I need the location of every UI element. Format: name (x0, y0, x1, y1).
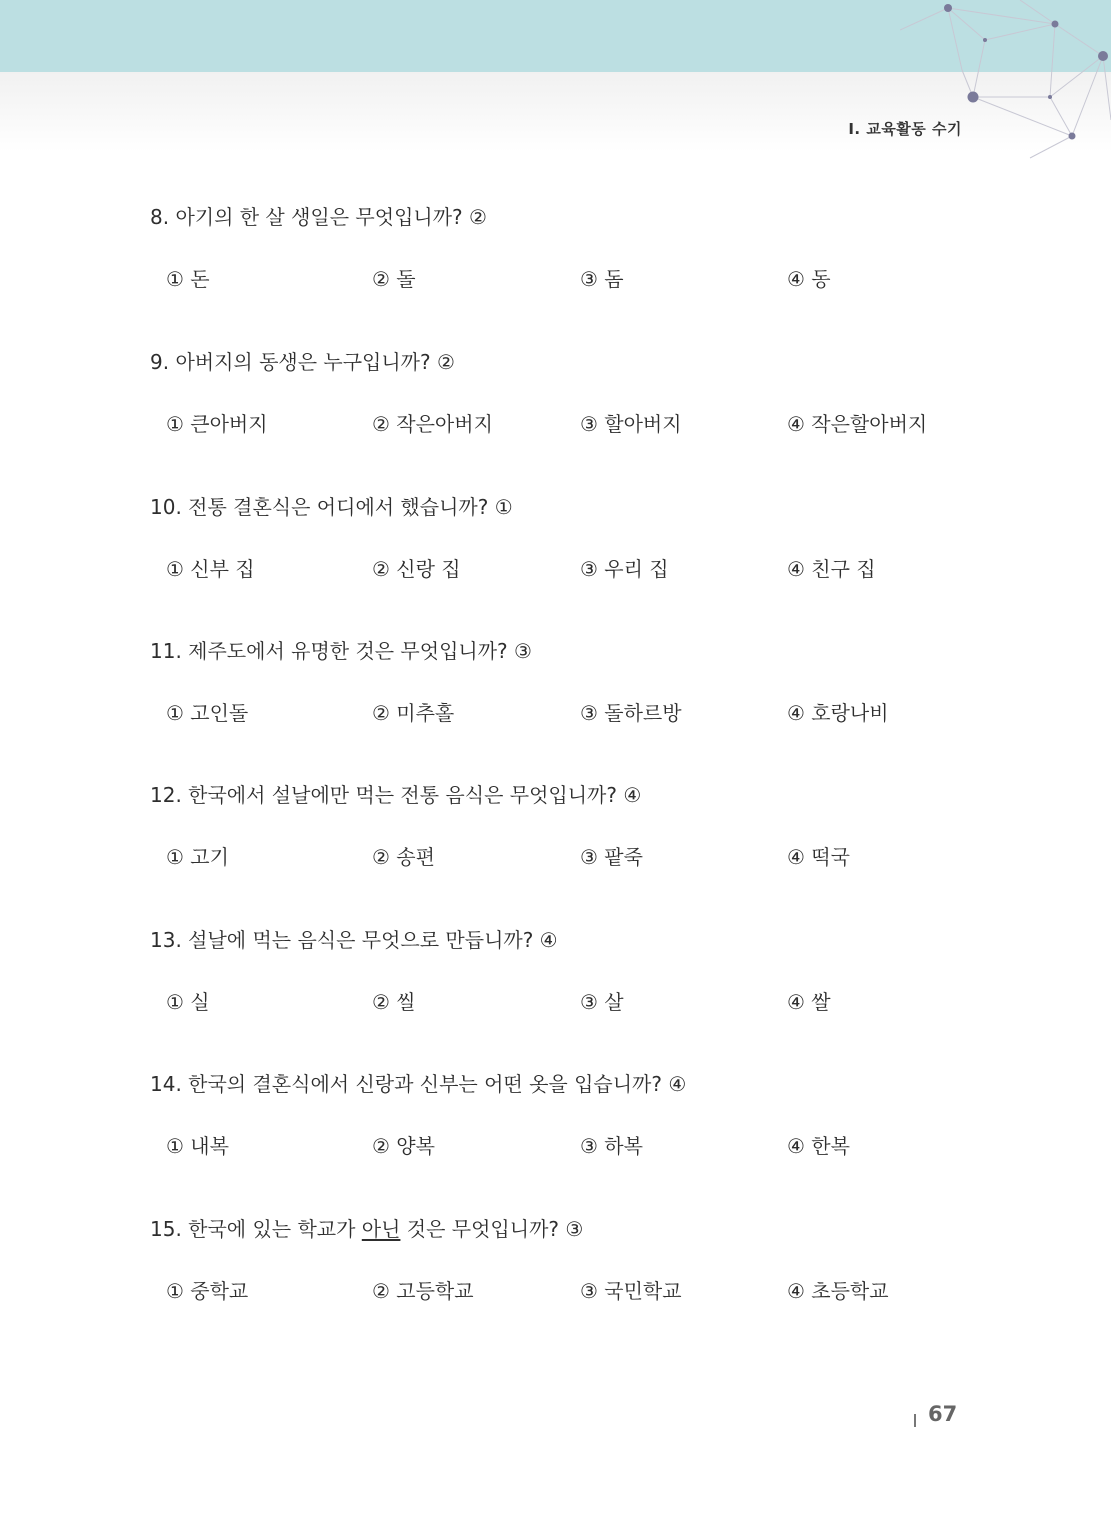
option-1: ① 실 (166, 990, 210, 1014)
option-1: ① 고인돌 (166, 701, 249, 725)
question-14 (150, 1069, 970, 1213)
question-text: 12. 한국에서 설날에만 먹는 전통 음식은 무엇입니까? ④ (150, 783, 642, 807)
question-12 (150, 780, 970, 924)
option-2: ② 작은아버지 (372, 412, 493, 436)
question-9 (150, 347, 970, 491)
question-11 (150, 636, 970, 780)
option-1: ① 내복 (166, 1134, 229, 1158)
option-4: ④ 호랑나비 (787, 701, 889, 725)
option-2: ② 씰 (372, 990, 416, 1014)
page-number-divider (914, 1414, 916, 1427)
option-2: ② 송편 (372, 845, 435, 869)
question-text: 9. 아버지의 동생은 누구입니까? ② (150, 350, 455, 374)
option-3: ③ 돌하르방 (580, 701, 682, 725)
question-8 (150, 202, 970, 346)
question-text: 8. 아기의 한 살 생일은 무엇입니까? ② (150, 205, 487, 229)
option-4: ④ 떡국 (787, 845, 850, 869)
question-text (150, 1214, 583, 1244)
option-1: ① 고기 (166, 845, 229, 869)
question-text-after: 것은 무엇입니까? ③ (400, 1217, 584, 1241)
page-number: 67 (928, 1402, 958, 1426)
option-3: ③ 하복 (580, 1134, 643, 1158)
section-title: Ⅰ. 교육활동 수기 (848, 120, 962, 138)
option-3: ③ 국민학교 (580, 1279, 682, 1303)
option-1: ① 큰아버지 (166, 412, 268, 436)
option-1: ① 신부 집 (166, 557, 255, 581)
option-4: ④ 초등학교 (787, 1279, 889, 1303)
option-1: ① 돈 (166, 267, 210, 291)
option-3: ③ 살 (580, 990, 624, 1014)
option-3: ③ 우리 집 (580, 557, 669, 581)
option-2: ② 미추홀 (372, 701, 455, 725)
question-text: 14. 한국의 결혼식에서 신랑과 신부는 어떤 옷을 입습니까? ④ (150, 1072, 687, 1096)
option-4: ④ 친구 집 (787, 557, 876, 581)
question-15 (150, 1214, 970, 1358)
question-13 (150, 925, 970, 1069)
option-2: ② 양복 (372, 1134, 435, 1158)
question-text-underlined: 아닌 (361, 1217, 401, 1241)
question-text: 10. 전통 결혼식은 어디에서 했습니까? ① (150, 495, 513, 519)
option-4: ④ 한복 (787, 1134, 850, 1158)
option-4: ④ 쌀 (787, 990, 831, 1014)
question-text: 11. 제주도에서 유명한 것은 무엇입니까? ③ (150, 639, 532, 663)
option-3: ③ 팥죽 (580, 845, 643, 869)
option-2: ② 돌 (372, 267, 416, 291)
option-4: ④ 동 (787, 267, 831, 291)
question-10 (150, 492, 970, 636)
option-4: ④ 작은할아버지 (787, 412, 928, 436)
option-2: ② 신랑 집 (372, 557, 461, 581)
option-2: ② 고등학교 (372, 1279, 474, 1303)
option-3: ③ 돔 (580, 267, 624, 291)
question-text-before: 15. 한국에 있는 학교가 (150, 1217, 362, 1241)
question-text: 13. 설날에 먹는 음식은 무엇으로 만듭니까? ④ (150, 928, 558, 952)
option-3: ③ 할아버지 (580, 412, 682, 436)
option-1: ① 중학교 (166, 1279, 249, 1303)
